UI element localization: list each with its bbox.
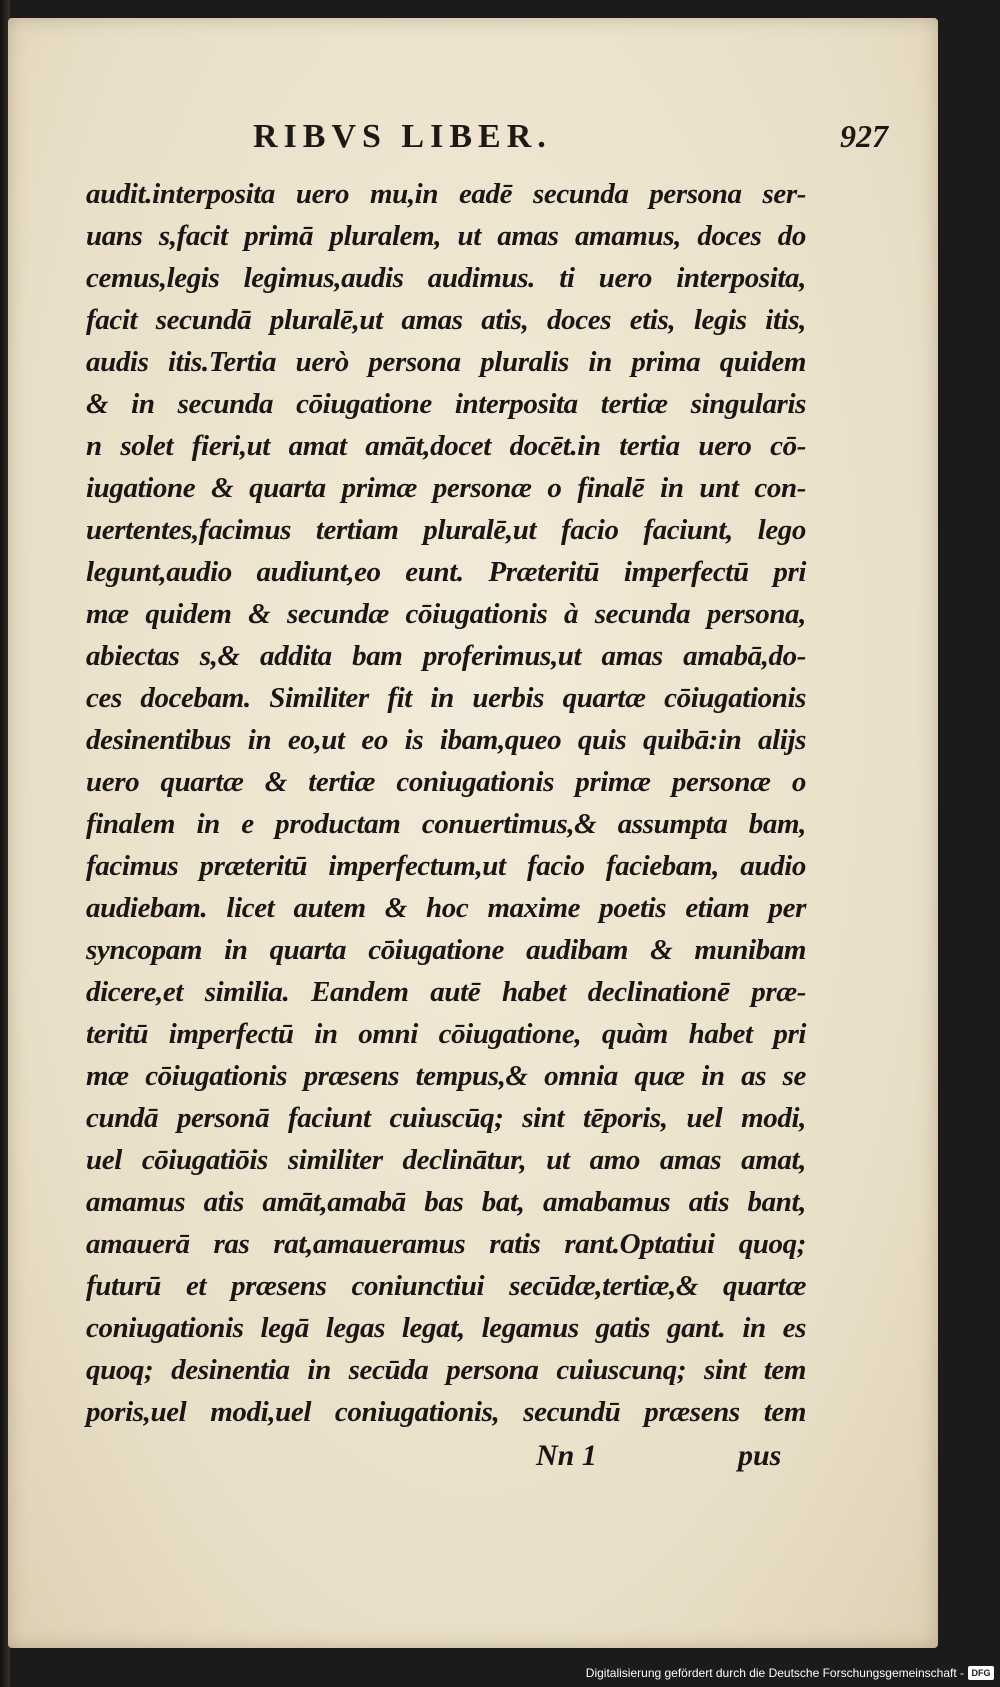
body-text (86, 173, 806, 1433)
text-line: mæ quidem & secundæ cōiugationis à secunda persona, (86, 598, 806, 630)
page-number: 927 (840, 118, 888, 154)
text-line: uero quartæ & tertiæ coniugationis primæ personæ o (86, 766, 806, 798)
text-line: cundā personā faciunt cuiuscūq; sint tēporis, uel modi, (86, 1102, 806, 1134)
text-line: mæ cōiugationis præsens tempus,& omnia quæ in as se (86, 1060, 806, 1092)
text-line: audit.interposita uero mu,in eadē secunda persona ser- (86, 178, 806, 210)
page-header (108, 118, 888, 158)
digitization-credit (586, 1664, 994, 1682)
text-line: cemus,legis legimus,audis audimus. ti uero interposita, (86, 262, 806, 294)
text-line: facit secundā pluralē,ut amas atis, doces etis, legis itis, (86, 304, 806, 336)
text-line: & in secunda cōiugatione interposita tertiæ singularis (86, 388, 806, 420)
text-line: legunt,audio audiunt,eo eunt. Præteritū imperfectū pri (86, 556, 806, 588)
text-line: teritū imperfectū in omni cōiugatione, quàm habet pri (86, 1018, 806, 1050)
text-line: n solet fieri,ut amat amāt,docet docēt.in tertia uero cō- (86, 430, 806, 462)
dfg-logo-icon: DFG (968, 1666, 994, 1680)
text-line: audis itis.Tertia uerò persona pluralis in prima quidem (86, 346, 806, 378)
text-line: abiectas s,& addita bam proferimus,ut amas amabā,do- (86, 640, 806, 672)
text-line: iugatione & quarta primæ personæ o finalē in unt con- (86, 472, 806, 504)
catchword: pus (738, 1439, 782, 1472)
text-line: uertentes,facimus tertiam pluralē,ut facio faciunt, lego (86, 514, 806, 546)
text-line: desinentibus in eo,ut eo is ibam,queo quis quibā:in alijs (86, 724, 806, 756)
credit-text: Digitalisierung gefördert durch die Deutsche Forschungsgemeinschaft - (585, 1666, 964, 1680)
text-line: amauerā ras rat,amaueramus ratis rant.Optatiui quoq; (86, 1228, 806, 1260)
text-line: coniugationis legā legas legat, legamus gatis gant. in es (86, 1312, 806, 1344)
text-line: dicere,et similia. Eandem autē habet declinationē præ- (86, 976, 806, 1008)
text-line: poris,uel modi,uel coniugationis, secundū præsens tem (86, 1396, 806, 1428)
text-line: uans s,facit primā pluralem, ut amas amamus, doces do (86, 220, 806, 252)
text-line: audiebam. licet autem & hoc maxime poetis etiam per (86, 892, 806, 924)
text-line: finalem in e productam conuertimus,& assumpta bam, (86, 808, 806, 840)
signature-mark: Nn 1 (536, 1439, 597, 1472)
text-line: facimus præteritū imperfectum,ut facio faciebam, audio (86, 850, 806, 882)
book-page (8, 18, 938, 1648)
text-line: futurū et præsens coniunctiui secūdæ,tertiæ,& quartæ (86, 1270, 806, 1302)
text-line: syncopam in quarta cōiugatione audibam & munibam (86, 934, 806, 966)
text-line: quoq; desinentia in secūda persona cuiuscunq; sint tem (86, 1354, 806, 1386)
text-line: amamus atis amāt,amabā bas bat, amabamus atis bant, (86, 1186, 806, 1218)
running-head: RIBVS LIBER. (253, 118, 552, 155)
text-line: uel cōiugatiōis similiter declinātur, ut amo amas amat, (86, 1144, 806, 1176)
text-line: ces docebam. Similiter fit in uerbis quartæ cōiugationis (86, 682, 806, 714)
